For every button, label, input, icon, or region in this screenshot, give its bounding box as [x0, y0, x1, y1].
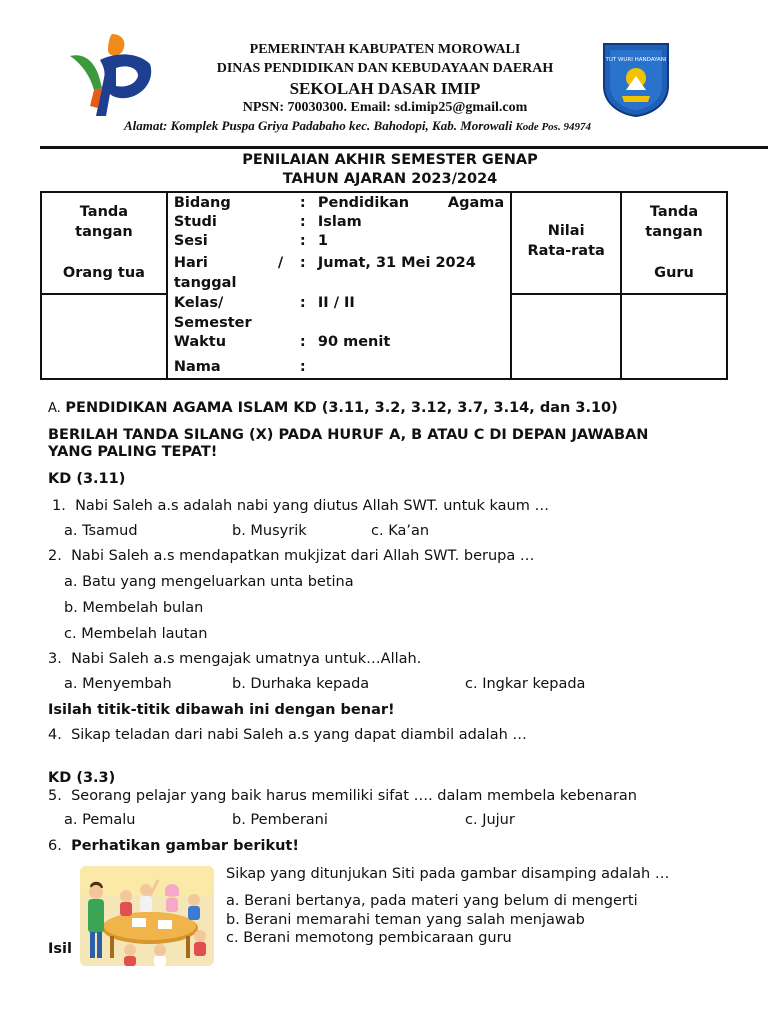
q1-option-c[interactable]: c. Ka’an [371, 523, 430, 539]
q3-option-b[interactable]: b. Durhaka kepada [232, 676, 370, 692]
address-text: Alamat: Komplek Puspa Griya Padabaho kec. Bahodopi, Kab. Morowali [124, 118, 513, 133]
exam-title: PENILAIAN AKHIR SEMESTER GENAP [242, 152, 538, 168]
kd-33-heading: KD (3.3) [48, 770, 116, 786]
header-rule [40, 146, 768, 149]
question-6: 6. Perhatikan gambar berikut! [48, 838, 299, 854]
q2-option-c[interactable]: c. Membelah lautan [64, 626, 208, 642]
school-address [124, 118, 664, 134]
exam-info-table [40, 191, 728, 380]
kd-311-heading: KD (3.11) [48, 471, 126, 487]
q3-option-c[interactable]: c. Ingkar kepada [465, 676, 586, 692]
school-name: SEKOLAH DASAR IMIP [289, 79, 481, 98]
npsn-email: NPSN: 70030300. Email: sd.imip25@gmail.com [242, 100, 528, 115]
instruction-line-2: YANG PALING TEPAT! [48, 444, 218, 460]
subject-value: Pendidikan [317, 195, 410, 211]
q2-option-a[interactable]: a. Batu yang mengeluarkan unta betina [64, 574, 354, 590]
instruction-line-1: BERILAH TANDA SILANG (X) PADA HURUF A, B ATAU C DI DEPAN JAWABAN [48, 427, 649, 443]
teacher-signature-header: Tanda tangan Guru [621, 192, 727, 294]
question-2: 2. Nabi Saleh a.s mendapatkan mukjizat dari Allah SWT. berupa … [48, 548, 535, 564]
duration-value: 90 menit [317, 334, 391, 350]
tut-wuri-handayani-emblem [592, 40, 680, 118]
parent-signature-box[interactable] [41, 294, 167, 379]
question-5: 5. Seorang pelajar yang baik harus memiliki sifat …. dalam membela kebenaran [48, 788, 637, 804]
q3-option-a[interactable]: a. Menyembah [64, 676, 172, 692]
date-value: Jumat, 31 Mei 2024 [317, 255, 476, 271]
section-a-title: A. PENDIDIKAN AGAMA ISLAM KD (3.11, 3.2, 3.12, 3.7, 3.14, dan 3.10) [48, 400, 618, 416]
q6-question-text: Sikap yang ditunjukan Siti pada gambar disamping adalah … [226, 866, 670, 882]
exam-details-cell: Bidang Studi Sesi Hari / tanggal Kelas/ Semester Waktu Nama : : : : : : : Pendidikan Agama Islam 1 Jumat, 31 Mei 2024 II / II 90 menit [167, 192, 511, 379]
session-value: 1 [317, 233, 328, 249]
q5-option-c[interactable]: c. Jujur [465, 812, 515, 828]
class-value: II / II [317, 295, 355, 311]
classroom-illustration [80, 866, 214, 966]
parent-signature-header: Tanda tangan Orang tua [41, 192, 167, 294]
header-gov-line: PEMERINTAH KABUPATEN MOROWALI [249, 42, 521, 57]
teacher-signature-box[interactable] [621, 294, 727, 379]
q2-option-b[interactable]: b. Membelah bulan [64, 600, 204, 616]
q6-option-b[interactable]: b. Berani memarahi teman yang salah menjawab [226, 912, 585, 928]
q5-option-a[interactable]: a. Pemalu [64, 812, 136, 828]
average-score-header: Nilai Rata-rata [511, 192, 621, 294]
svg-text:TUT WURI HANDAYANI: TUT WURI HANDAYANI [605, 57, 667, 63]
postcode: Kode Pos. 94974 [515, 121, 591, 133]
cutoff-heading: Isil [48, 941, 72, 957]
q1-option-b[interactable]: b. Musyrik [232, 523, 307, 539]
q6-option-a[interactable]: a. Berani bertanya, pada materi yang belum di mengerti [226, 893, 638, 909]
average-score-box[interactable] [511, 294, 621, 379]
yp-logo [64, 30, 156, 122]
q5-option-b[interactable]: b. Pemberani [232, 812, 328, 828]
academic-year: TAHUN AJARAN 2023/2024 [282, 171, 498, 187]
q1-option-a[interactable]: a. Tsamud [64, 523, 138, 539]
header-dept-line: DINAS PENDIDIKAN DAN KEBUDAYAAN DAERAH [216, 61, 554, 76]
fill-in-heading: Isilah titik-titik dibawah ini dengan benar! [48, 702, 395, 718]
q6-option-c[interactable]: c. Berani memotong pembicaraan guru [226, 930, 512, 946]
question-1: 1. Nabi Saleh a.s adalah nabi yang diutus Allah SWT. untuk kaum … [52, 498, 549, 514]
question-3: 3. Nabi Saleh a.s mengajak umatnya untuk…Allah. [48, 651, 422, 667]
question-4: 4. Sikap teladan dari nabi Saleh a.s yang dapat diambil adalah … [48, 727, 527, 743]
